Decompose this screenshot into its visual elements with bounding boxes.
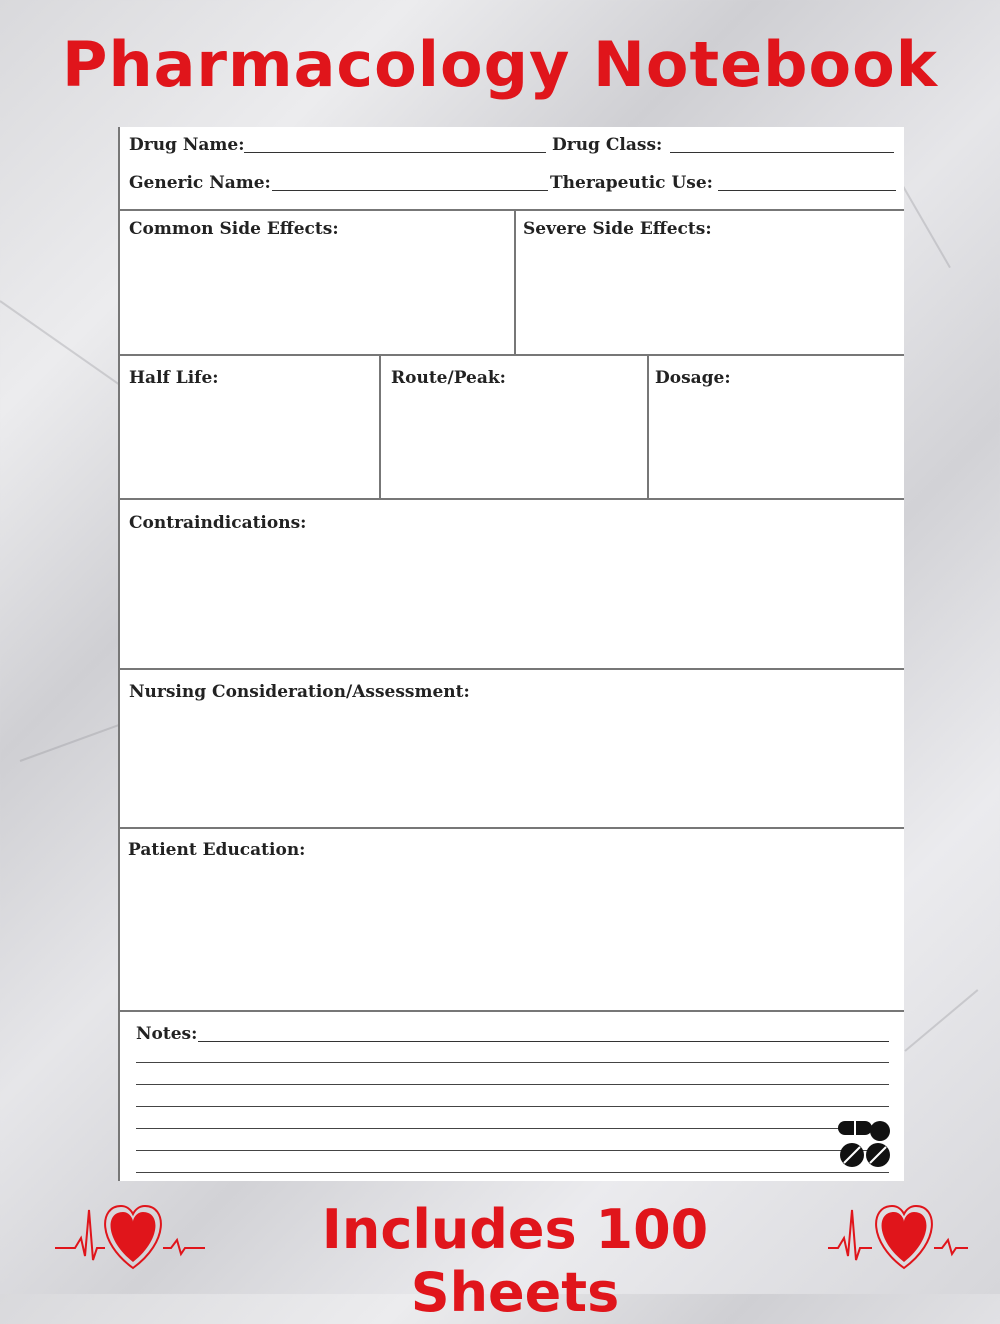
generic-name-label: Generic Name: — [129, 173, 271, 193]
worksheet — [118, 127, 904, 1181]
drug-name-label: Drug Name: — [129, 135, 245, 155]
pill-icon — [834, 1113, 894, 1173]
drug-name-line[interactable] — [244, 152, 546, 153]
footer-text: Includes 100 Sheets — [321, 1198, 709, 1324]
notes-line[interactable] — [136, 1062, 889, 1063]
notes-line[interactable] — [198, 1041, 889, 1042]
heart-ecg-icon — [55, 1190, 205, 1270]
divider — [118, 1010, 904, 1012]
divider — [118, 498, 904, 500]
border-left — [118, 127, 120, 1181]
notes-line[interactable] — [136, 1128, 889, 1129]
nursing-label: Nursing Consideration/Assessment: — [129, 682, 470, 702]
therapeutic-use-line[interactable] — [718, 190, 896, 191]
patient-education-label: Patient Education: — [128, 840, 306, 860]
notes-label: Notes: — [136, 1024, 198, 1044]
drug-class-line[interactable] — [670, 152, 894, 153]
common-side-effects-label: Common Side Effects: — [129, 219, 339, 239]
page-title: Pharmacology Notebook — [62, 28, 938, 101]
divider — [647, 355, 649, 499]
heart-ecg-icon — [828, 1190, 978, 1270]
dosage-label: Dosage: — [655, 368, 731, 388]
contraindications-label: Contraindications: — [129, 513, 307, 533]
route-peak-label: Route/Peak: — [391, 368, 506, 388]
notes-line[interactable] — [136, 1084, 889, 1085]
divider — [118, 668, 904, 670]
divider — [118, 827, 904, 829]
notes-line[interactable] — [136, 1150, 889, 1151]
footer — [0, 1190, 1000, 1324]
divider — [118, 209, 904, 211]
divider — [514, 210, 516, 355]
therapeutic-use-label: Therapeutic Use: — [550, 173, 713, 193]
severe-side-effects-label: Severe Side Effects: — [523, 219, 712, 239]
generic-name-line[interactable] — [272, 190, 548, 191]
notes-line[interactable] — [136, 1172, 889, 1173]
half-life-label: Half Life: — [129, 368, 219, 388]
notes-line[interactable] — [136, 1106, 889, 1107]
divider — [379, 355, 381, 499]
divider — [118, 354, 904, 356]
drug-class-label: Drug Class: — [552, 135, 663, 155]
